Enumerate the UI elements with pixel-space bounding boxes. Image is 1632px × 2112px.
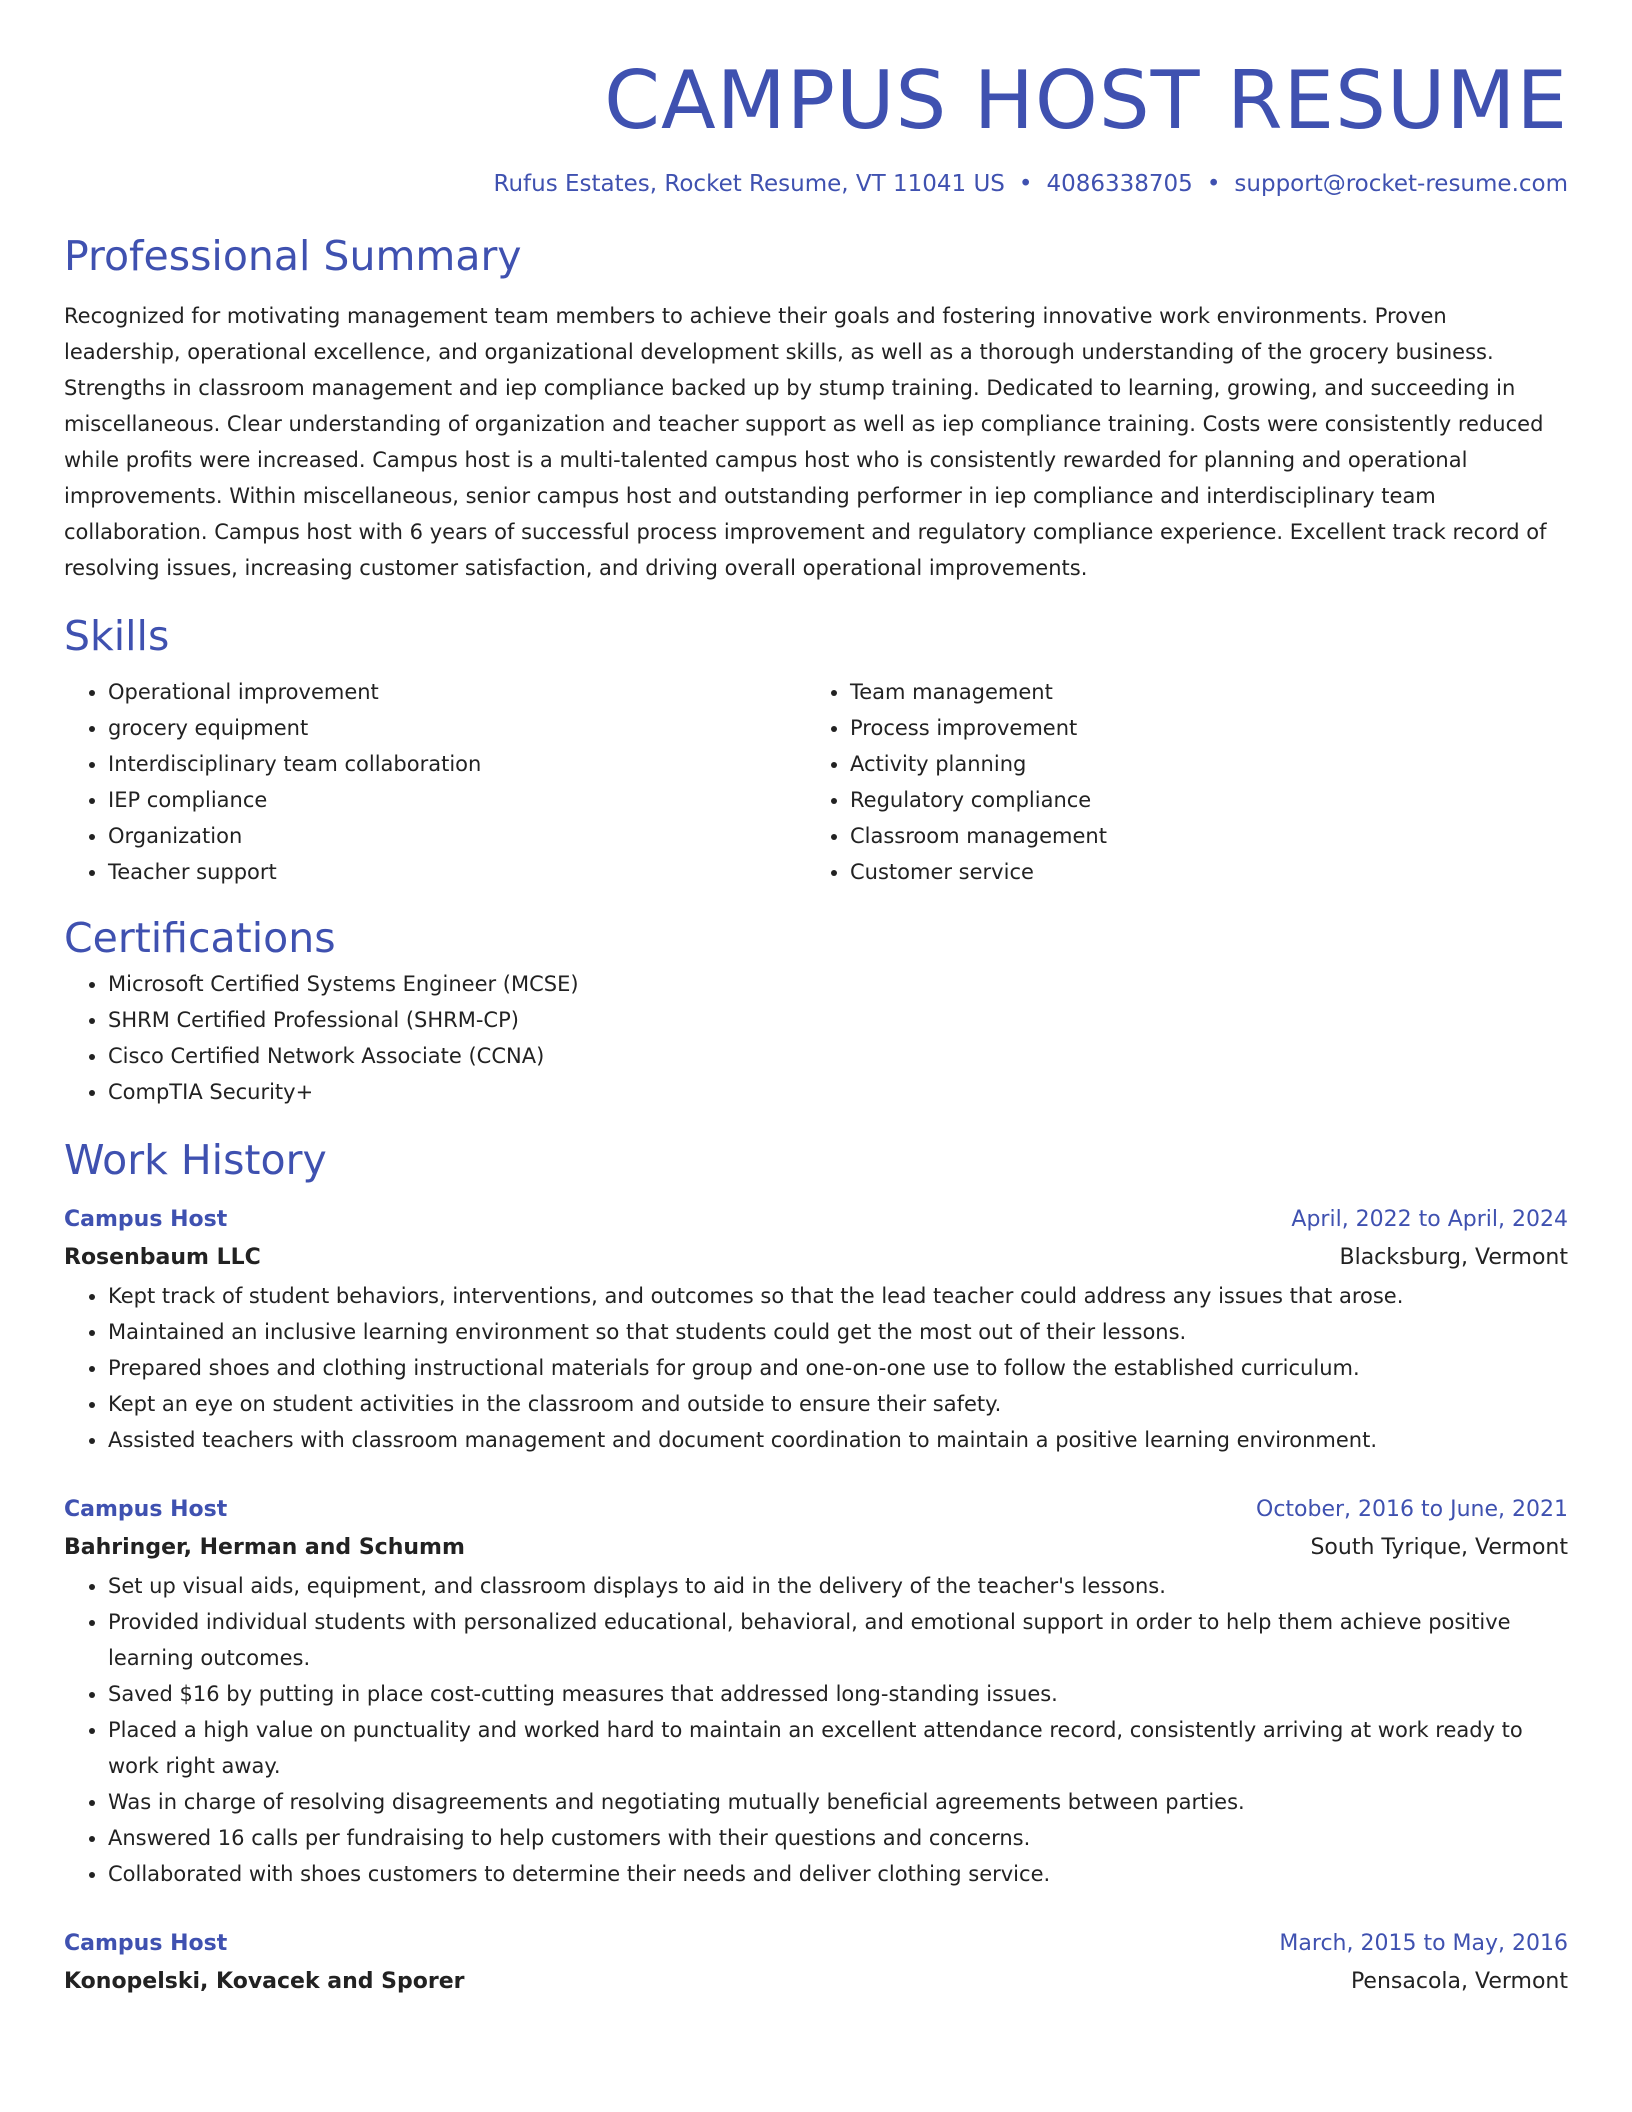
contact-email: support@rocket-resume.com [1234, 171, 1568, 197]
job-company-row [64, 1528, 1568, 1568]
skill-item: • Customer service [850, 854, 1548, 890]
skills-heading: Skills [64, 612, 170, 660]
skills-list-left [64, 674, 806, 890]
certification-item: • SHRM Certified Professional (SHRM-CP) [108, 1002, 1568, 1038]
job-dates: April, 2022 to April, 2024 [1291, 1207, 1568, 1232]
skills-grid [64, 674, 1568, 890]
job-bullet: • Kept an eye on student activities in the classroom and outside to ensure their safety. [108, 1386, 1568, 1422]
skills-list-right [806, 674, 1548, 890]
contact-phone: 4086338705 [1046, 171, 1193, 197]
job-header-row [64, 1202, 1568, 1238]
skill-item: • Interdisciplinary team collaboration [108, 746, 806, 782]
job-bullet: • Answered 16 calls per fundraising to help customers with their questions and concerns. [108, 1820, 1568, 1856]
job-location: Pensacola, Vermont [1350, 1969, 1568, 1994]
job-title: Campus Host [64, 1497, 228, 1522]
job-entry [64, 1926, 1568, 2002]
summary-heading: Professional Summary [64, 232, 522, 280]
job-bullet: • Kept track of student behaviors, interventions, and outcomes so that the lead teacher could address any issues that arose. [108, 1278, 1568, 1314]
job-bullet: • Saved $16 by putting in place cost-cutting measures that addressed long-standing issues. [108, 1676, 1568, 1712]
job-entry [64, 1202, 1568, 1458]
job-bullet: • Prepared shoes and clothing instructional materials for group and one-on-one use to follow the established curriculum. [108, 1350, 1568, 1386]
certifications-list [64, 966, 1568, 1110]
contact-address: Rufus Estates, Rocket Resume, VT 11041 US [493, 171, 1005, 197]
job-company: Rosenbaum LLC [64, 1245, 261, 1270]
skill-item: • Team management [850, 674, 1548, 710]
job-bullet: • Provided individual students with personalized educational, behavioral, and emotional support in order to help them achieve positive learning outcomes. [108, 1604, 1568, 1676]
skill-item: • Process improvement [850, 710, 1548, 746]
job-bullet: • Maintained an inclusive learning environment so that students could get the most out of their lessons. [108, 1314, 1568, 1350]
job-bullet: • Assisted teachers with classroom management and document coordination to maintain a positive learning environment. [108, 1422, 1568, 1458]
contact-line [64, 168, 1568, 200]
job-company: Bahringer, Herman and Schumm [64, 1535, 465, 1560]
job-header-row [64, 1926, 1568, 1962]
job-bullets [64, 1568, 1568, 1892]
job-company-row [64, 1962, 1568, 2002]
certifications-heading: Certifications [64, 914, 336, 962]
skill-item: • IEP compliance [108, 782, 806, 818]
summary-text: Recognized for motivating management team members to achieve their goals and fostering innovative work environments. Proven leadership, operational excellence, and organizational development skills, as well as a thorough understanding of the grocery business. Strengths in classroom management and iep compliance backed up by stump training. Dedicated to learning, growing, and succeeding in miscellaneous. Clear understanding of organization and teacher support as well as iep compliance training. Costs were consistently reduced while profits were increased. Campus host is a multi-talented campus host who is consistently rewarded for planning and operational improvements. Within miscellaneous, senior campus host and outstanding performer in iep compliance and interdisciplinary team collaboration. Campus host with 6 years of successful process improvement and regulatory compliance experience. Excellent track record of resolving issues, increasing customer satisfaction, and driving overall operational improvements. [64, 304, 1547, 580]
job-bullets [64, 1278, 1568, 1458]
skill-item: • Teacher support [108, 854, 806, 890]
job-title: Campus Host [64, 1931, 228, 1956]
contact-separator: • [1206, 171, 1221, 197]
certification-item: • CompTIA Security+ [108, 1074, 1568, 1110]
work-history-heading: Work History [64, 1136, 327, 1184]
job-company-row [64, 1238, 1568, 1278]
job-header-row [64, 1492, 1568, 1528]
contact-separator: • [1018, 171, 1033, 197]
job-entry [64, 1492, 1568, 1892]
job-bullet: • Placed a high value on punctuality and worked hard to maintain an excellent attendance record, consistently arriving at work ready to work right away. [108, 1712, 1568, 1784]
job-location: South Tyrique, Vermont [1310, 1535, 1568, 1560]
job-title: Campus Host [64, 1207, 228, 1232]
skill-item: • Activity planning [850, 746, 1548, 782]
skill-item: • Organization [108, 818, 806, 854]
certification-item: • Microsoft Certified Systems Engineer (MCSE) [108, 966, 1568, 1002]
job-bullet: • Was in charge of resolving disagreements and negotiating mutually beneficial agreements between parties. [108, 1784, 1568, 1820]
job-dates: October, 2016 to June, 2021 [1256, 1497, 1568, 1522]
skill-item: • grocery equipment [108, 710, 806, 746]
certification-item: • Cisco Certified Network Associate (CCNA) [108, 1038, 1568, 1074]
job-company: Konopelski, Kovacek and Sporer [64, 1969, 465, 1994]
job-bullet: • Collaborated with shoes customers to determine their needs and deliver clothing service. [108, 1856, 1568, 1892]
job-bullet: • Set up visual aids, equipment, and classroom displays to aid in the delivery of the teacher's lessons. [108, 1568, 1568, 1604]
skill-item: • Operational improvement [108, 674, 806, 710]
skill-item: • Classroom management [850, 818, 1548, 854]
job-dates: March, 2015 to May, 2016 [1279, 1931, 1568, 1956]
skill-item: • Regulatory compliance [850, 782, 1548, 818]
resume-title: CAMPUS HOST RESUME [604, 54, 1568, 147]
job-location: Blacksburg, Vermont [1339, 1245, 1568, 1270]
